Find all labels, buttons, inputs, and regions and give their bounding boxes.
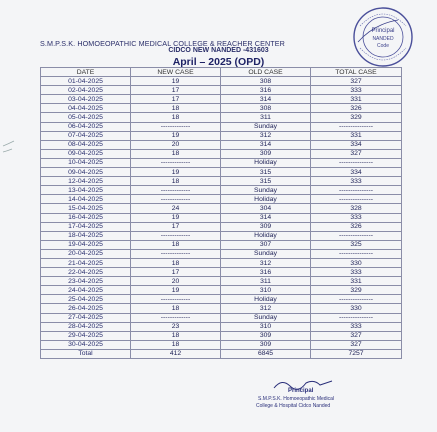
date-cell: 22-04-2025 bbox=[41, 268, 131, 277]
new-case-cell: 19 bbox=[131, 77, 221, 86]
new-case-cell: 19 bbox=[131, 286, 221, 295]
date-cell: 04-04-2025 bbox=[41, 104, 131, 113]
total-case-cell: 327 bbox=[311, 149, 402, 158]
table-row bbox=[41, 86, 402, 95]
new-case-cell: 18 bbox=[131, 240, 221, 249]
total-case-cell: 331 bbox=[311, 131, 402, 140]
new-case-cell: ------------- bbox=[131, 195, 221, 204]
date-cell: 09-04-2025 bbox=[41, 168, 131, 177]
table-row bbox=[41, 249, 402, 258]
new-case-cell: ------------- bbox=[131, 295, 221, 304]
opd-table bbox=[40, 67, 402, 359]
table-row bbox=[41, 204, 402, 213]
old-case-cell: 304 bbox=[221, 204, 311, 213]
total-case-cell: 330 bbox=[311, 304, 402, 313]
total-case-cell: 327 bbox=[311, 77, 402, 86]
total-case-cell: 334 bbox=[311, 168, 402, 177]
seal-line-1: Principal bbox=[371, 28, 395, 34]
date-cell: 02-04-2025 bbox=[41, 86, 131, 95]
date-cell: 19-04-2025 bbox=[41, 240, 131, 249]
new-case-cell: 19 bbox=[131, 213, 221, 222]
total-row bbox=[41, 349, 402, 358]
column-header-total-case: TOTAL CASE bbox=[311, 68, 402, 77]
new-case-cell: 23 bbox=[131, 322, 221, 331]
table-row bbox=[41, 122, 402, 131]
date-cell: 07-04-2025 bbox=[41, 131, 131, 140]
new-case-cell: 20 bbox=[131, 140, 221, 149]
old-case-cell: Sunday bbox=[221, 186, 311, 195]
date-cell: 18-04-2025 bbox=[41, 231, 131, 240]
old-case-cell: Holiday bbox=[221, 295, 311, 304]
old-case-cell: 315 bbox=[221, 177, 311, 186]
table-row bbox=[41, 177, 402, 186]
table-row bbox=[41, 304, 402, 313]
old-case-cell: Sunday bbox=[221, 122, 311, 131]
old-case-cell: 309 bbox=[221, 222, 311, 231]
round-seal-stamp bbox=[352, 6, 414, 68]
table-body bbox=[41, 77, 402, 350]
date-cell: 26-04-2025 bbox=[41, 304, 131, 313]
new-case-cell: ------------- bbox=[131, 186, 221, 195]
new-case-cell: 18 bbox=[131, 340, 221, 349]
old-case-cell: 314 bbox=[221, 140, 311, 149]
total-case-cell: 331 bbox=[311, 95, 402, 104]
date-cell: 15-04-2025 bbox=[41, 204, 131, 213]
table-row bbox=[41, 168, 402, 177]
date-cell: 10-04-2025 bbox=[41, 158, 131, 167]
table-row bbox=[41, 77, 402, 86]
report-title: April – 2025 (OPD) bbox=[172, 56, 265, 68]
total-total-case: 7257 bbox=[311, 349, 402, 358]
date-cell: 01-04-2025 bbox=[41, 77, 131, 86]
total-case-cell: --------------- bbox=[311, 313, 402, 322]
date-cell: 28-04-2025 bbox=[41, 322, 131, 331]
old-case-cell: 316 bbox=[221, 268, 311, 277]
new-case-cell: ------------- bbox=[131, 313, 221, 322]
seal-line-3: Code bbox=[377, 43, 389, 49]
new-case-cell: 17 bbox=[131, 268, 221, 277]
total-case-cell: 329 bbox=[311, 286, 402, 295]
table-row bbox=[41, 313, 402, 322]
new-case-cell: 18 bbox=[131, 331, 221, 340]
table-row bbox=[41, 295, 402, 304]
new-case-cell: 17 bbox=[131, 95, 221, 104]
old-case-cell: 312 bbox=[221, 131, 311, 140]
table-row bbox=[41, 158, 402, 167]
column-header-date: DATE bbox=[41, 68, 131, 77]
old-case-cell: 310 bbox=[221, 322, 311, 331]
table-row bbox=[41, 113, 402, 122]
new-case-cell: 18 bbox=[131, 113, 221, 122]
total-case-cell: 327 bbox=[311, 331, 402, 340]
total-case-cell: --------------- bbox=[311, 122, 402, 131]
new-case-cell: ------------- bbox=[131, 122, 221, 131]
date-cell: 09-04-2025 bbox=[41, 149, 131, 158]
date-cell: 30-04-2025 bbox=[41, 340, 131, 349]
total-case-cell: 334 bbox=[311, 140, 402, 149]
table-row bbox=[41, 213, 402, 222]
new-case-cell: 17 bbox=[131, 86, 221, 95]
old-case-cell: 312 bbox=[221, 304, 311, 313]
old-case-cell: 314 bbox=[221, 95, 311, 104]
date-cell: 12-04-2025 bbox=[41, 177, 131, 186]
date-cell: 05-04-2025 bbox=[41, 113, 131, 122]
new-case-cell: 20 bbox=[131, 277, 221, 286]
date-cell: 16-04-2025 bbox=[41, 213, 131, 222]
old-case-cell: 310 bbox=[221, 286, 311, 295]
old-case-cell: 308 bbox=[221, 77, 311, 86]
old-case-cell: 314 bbox=[221, 213, 311, 222]
total-case-cell: 329 bbox=[311, 113, 402, 122]
total-old-case: 6845 bbox=[221, 349, 311, 358]
total-case-cell: --------------- bbox=[311, 186, 402, 195]
old-case-cell: Sunday bbox=[221, 313, 311, 322]
total-case-cell: --------------- bbox=[311, 295, 402, 304]
date-cell: 03-04-2025 bbox=[41, 95, 131, 104]
new-case-cell: 18 bbox=[131, 149, 221, 158]
date-cell: 24-04-2025 bbox=[41, 286, 131, 295]
new-case-cell: ------------- bbox=[131, 158, 221, 167]
old-case-cell: Holiday bbox=[221, 195, 311, 204]
date-cell: 13-04-2025 bbox=[41, 186, 131, 195]
new-case-cell: 24 bbox=[131, 204, 221, 213]
old-case-cell: 312 bbox=[221, 258, 311, 267]
table-row bbox=[41, 258, 402, 267]
new-case-cell: ------------- bbox=[131, 249, 221, 258]
old-case-cell: 309 bbox=[221, 340, 311, 349]
old-case-cell: 316 bbox=[221, 86, 311, 95]
total-case-cell: --------------- bbox=[311, 158, 402, 167]
institution-address: CIDCO NEW NANDED -431603 bbox=[168, 47, 269, 54]
column-header-new-case: NEW CASE bbox=[131, 68, 221, 77]
total-case-cell: --------------- bbox=[311, 249, 402, 258]
new-case-cell: 19 bbox=[131, 168, 221, 177]
date-cell: 25-04-2025 bbox=[41, 295, 131, 304]
table-row bbox=[41, 186, 402, 195]
old-case-cell: 308 bbox=[221, 104, 311, 113]
margin-mark bbox=[2, 140, 16, 158]
new-case-cell: 18 bbox=[131, 104, 221, 113]
table-row bbox=[41, 240, 402, 249]
date-cell: 14-04-2025 bbox=[41, 195, 131, 204]
date-cell: 21-04-2025 bbox=[41, 258, 131, 267]
total-label: Total bbox=[41, 349, 131, 358]
old-case-cell: 315 bbox=[221, 168, 311, 177]
old-case-cell: 311 bbox=[221, 113, 311, 122]
date-cell: 23-04-2025 bbox=[41, 277, 131, 286]
signature-line-2: College & Hospital Cidco Nanded bbox=[256, 403, 331, 409]
new-case-cell: 19 bbox=[131, 131, 221, 140]
total-case-cell: 328 bbox=[311, 204, 402, 213]
table-row bbox=[41, 104, 402, 113]
total-case-cell: 325 bbox=[311, 240, 402, 249]
table-row bbox=[41, 195, 402, 204]
table-row bbox=[41, 140, 402, 149]
total-case-cell: 327 bbox=[311, 340, 402, 349]
new-case-cell: 17 bbox=[131, 222, 221, 231]
old-case-cell: Holiday bbox=[221, 158, 311, 167]
signature-title: Principal bbox=[288, 388, 314, 394]
total-case-cell: 326 bbox=[311, 104, 402, 113]
table-row bbox=[41, 149, 402, 158]
total-case-cell: --------------- bbox=[311, 231, 402, 240]
old-case-cell: Sunday bbox=[221, 249, 311, 258]
table-row bbox=[41, 331, 402, 340]
table-row bbox=[41, 131, 402, 140]
old-case-cell: 309 bbox=[221, 331, 311, 340]
date-cell: 06-04-2025 bbox=[41, 122, 131, 131]
total-new-case: 412 bbox=[131, 349, 221, 358]
date-cell: 29-04-2025 bbox=[41, 331, 131, 340]
old-case-cell: Holiday bbox=[221, 231, 311, 240]
date-cell: 17-04-2025 bbox=[41, 222, 131, 231]
total-case-cell: 326 bbox=[311, 222, 402, 231]
total-case-cell: 333 bbox=[311, 86, 402, 95]
new-case-cell: 18 bbox=[131, 177, 221, 186]
new-case-cell: 18 bbox=[131, 304, 221, 313]
total-case-cell: 333 bbox=[311, 177, 402, 186]
total-case-cell: 331 bbox=[311, 277, 402, 286]
signature-line-1: S.M.P.S.K. Homoeopathic Medical bbox=[258, 396, 335, 402]
table-row bbox=[41, 322, 402, 331]
table-row bbox=[41, 95, 402, 104]
old-case-cell: 307 bbox=[221, 240, 311, 249]
table-row bbox=[41, 222, 402, 231]
old-case-cell: 311 bbox=[221, 277, 311, 286]
old-case-cell: 309 bbox=[221, 149, 311, 158]
table-row bbox=[41, 268, 402, 277]
table-row bbox=[41, 231, 402, 240]
date-cell: 08-04-2025 bbox=[41, 140, 131, 149]
column-header-old-case: OLD CASE bbox=[221, 68, 311, 77]
table-row bbox=[41, 340, 402, 349]
table-row bbox=[41, 286, 402, 295]
total-case-cell: 333 bbox=[311, 213, 402, 222]
date-cell: 20-04-2025 bbox=[41, 249, 131, 258]
new-case-cell: ------------- bbox=[131, 231, 221, 240]
total-case-cell: 330 bbox=[311, 258, 402, 267]
date-cell: 27-04-2025 bbox=[41, 313, 131, 322]
table-row bbox=[41, 277, 402, 286]
total-case-cell: 333 bbox=[311, 322, 402, 331]
seal-line-2: NANDED bbox=[372, 36, 394, 42]
table-header-row bbox=[41, 68, 402, 77]
total-case-cell: 333 bbox=[311, 268, 402, 277]
total-case-cell: --------------- bbox=[311, 195, 402, 204]
new-case-cell: 18 bbox=[131, 258, 221, 267]
institution-name: S.M.P.S.K. HOMOEOPATHIC MEDICAL COLLEGE & REACHER CENTER bbox=[40, 39, 285, 48]
